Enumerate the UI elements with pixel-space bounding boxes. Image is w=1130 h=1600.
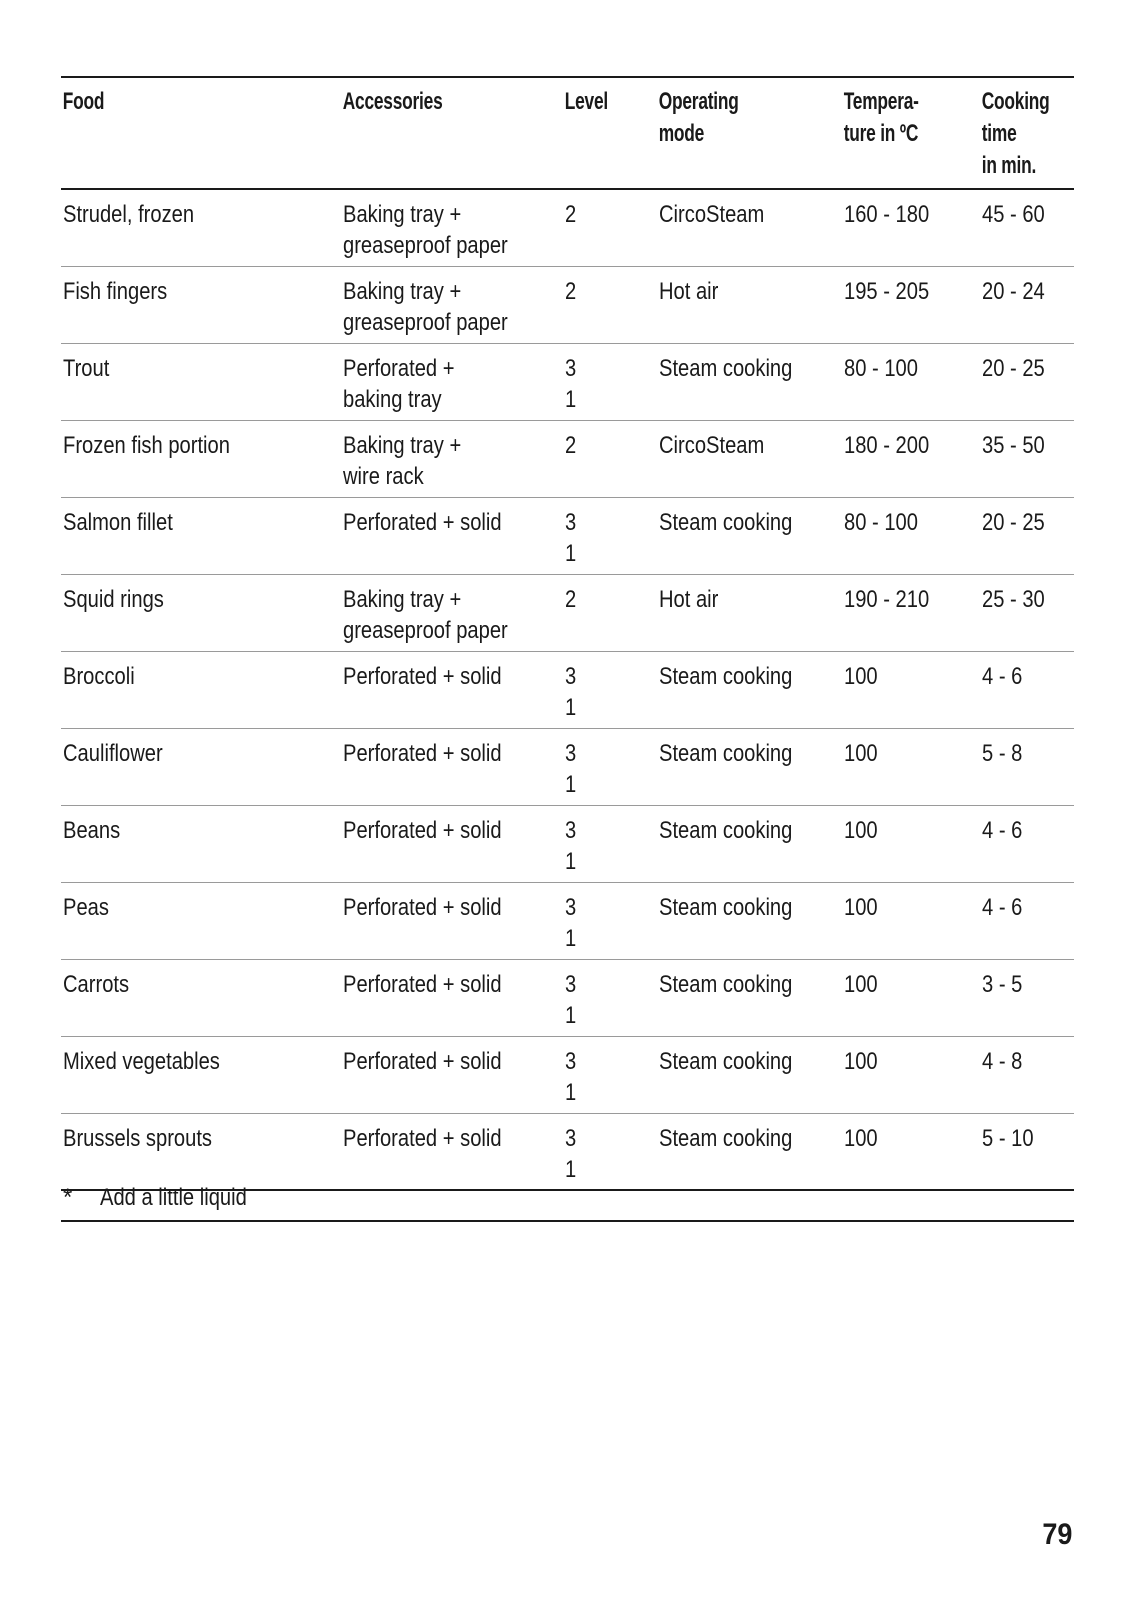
cell-accessories: Perforated + solid	[343, 1047, 502, 1075]
cell-food: Trout	[63, 354, 110, 382]
cell-time: 5 - 10	[982, 1124, 1034, 1152]
table-body	[61, 189, 1074, 1190]
cell-level: 3 1	[565, 1124, 577, 1183]
cell-time: 20 - 25	[982, 508, 1045, 536]
cell-food: Broccoli	[63, 662, 135, 690]
cell-food: Fish fingers	[63, 277, 168, 305]
cell-level: 3 1	[565, 893, 577, 952]
cell-mode: Steam cooking	[659, 893, 793, 921]
cell-temperature: 160 - 180	[844, 201, 930, 228]
header-cooking-time: Cooking time in min.	[981, 88, 1050, 179]
cell-mode: Steam cooking	[659, 739, 793, 767]
cell-accessories: Perforated + solid	[343, 893, 502, 921]
cell-mode: Steam cooking	[659, 1047, 793, 1075]
cell-temperature: 100	[844, 970, 878, 998]
cell-level: 3 1	[565, 970, 577, 1029]
cell-temperature: 80 - 100	[844, 354, 918, 382]
cell-food: Squid rings	[63, 585, 164, 613]
header-operating-mode: Operating mode	[658, 88, 739, 147]
cell-mode: Steam cooking	[659, 354, 793, 382]
header-temperature: Tempera- ture in ºC	[843, 88, 919, 147]
table-row	[61, 651, 1074, 728]
footnote-text: Add a little liquid	[100, 1184, 247, 1211]
cell-temperature: 100	[844, 893, 878, 921]
table-row	[61, 343, 1074, 420]
cell-accessories: Perforated + solid	[343, 970, 502, 998]
page-number: 79	[1041, 1518, 1072, 1551]
cell-mode: CircoSteam	[659, 431, 765, 459]
cell-time: 5 - 8	[982, 739, 1023, 767]
cell-level: 2	[565, 277, 577, 305]
cell-time: 35 - 50	[982, 431, 1045, 459]
header-level: Level	[564, 88, 608, 115]
cell-temperature: 80 - 100	[844, 508, 918, 536]
cell-mode: Steam cooking	[659, 816, 793, 844]
table-row	[61, 805, 1074, 882]
cell-temperature: 100	[844, 662, 878, 690]
cell-temperature: 100	[844, 1047, 878, 1075]
cell-accessories: Baking tray + greaseproof paper	[343, 201, 508, 259]
table-row	[61, 266, 1074, 343]
cell-time: 20 - 24	[982, 277, 1045, 305]
cell-temperature: 100	[844, 739, 878, 767]
cell-level: 2	[565, 201, 577, 228]
cell-level: 3 1	[565, 1047, 577, 1106]
table-row	[61, 882, 1074, 959]
cell-level: 2	[565, 585, 577, 613]
cell-time: 4 - 6	[982, 662, 1023, 690]
table-row	[61, 1036, 1074, 1113]
table-row	[61, 959, 1074, 1036]
cell-time: 25 - 30	[982, 585, 1045, 613]
cell-food: Frozen fish portion	[63, 431, 230, 459]
cell-accessories: Perforated + solid	[343, 662, 502, 690]
cell-accessories: Perforated + baking tray	[343, 354, 455, 413]
cell-food: Beans	[63, 816, 121, 844]
cell-temperature: 195 - 205	[844, 277, 930, 305]
cell-level: 2	[565, 431, 577, 459]
cell-accessories: Baking tray + greaseproof paper	[343, 277, 508, 336]
cell-mode: CircoSteam	[659, 201, 765, 228]
footnote	[61, 1176, 1074, 1222]
cell-accessories: Perforated + solid	[343, 1124, 502, 1152]
cell-food: Mixed vegetables	[63, 1047, 220, 1075]
cell-level: 3 1	[565, 508, 577, 567]
cell-level: 3 1	[565, 739, 577, 798]
cell-temperature: 100	[844, 816, 878, 844]
header-accessories: Accessories	[342, 88, 443, 115]
cell-food: Peas	[63, 893, 109, 921]
cell-mode: Steam cooking	[659, 662, 793, 690]
footnote-marker: *	[63, 1184, 73, 1211]
cell-accessories: Perforated + solid	[343, 816, 502, 844]
cell-level: 3 1	[565, 816, 577, 875]
cooking-table	[61, 76, 1074, 1191]
header-food: Food	[62, 88, 105, 115]
cell-time: 4 - 6	[982, 893, 1023, 921]
table-row	[61, 420, 1074, 497]
cell-accessories: Perforated + solid	[343, 508, 502, 536]
cell-level: 3 1	[565, 354, 577, 413]
cell-time: 4 - 8	[982, 1047, 1023, 1075]
cell-food: Cauliflower	[63, 739, 163, 767]
cell-food: Brussels sprouts	[63, 1124, 213, 1152]
header-row	[61, 77, 1074, 189]
table-header	[61, 77, 1074, 189]
cell-food: Strudel, frozen	[63, 201, 195, 228]
cell-time: 20 - 25	[982, 354, 1045, 382]
cell-time: 3 - 5	[982, 970, 1023, 998]
cell-temperature: 190 - 210	[844, 585, 930, 613]
cell-accessories: Baking tray + greaseproof paper	[343, 585, 508, 644]
cell-accessories: Perforated + solid	[343, 739, 502, 767]
table-row	[61, 728, 1074, 805]
cell-mode: Steam cooking	[659, 970, 793, 998]
cell-mode: Hot air	[659, 277, 719, 305]
cell-mode: Steam cooking	[659, 508, 793, 536]
table-row	[61, 189, 1074, 266]
cell-food: Salmon fillet	[63, 508, 173, 536]
cell-time: 45 - 60	[982, 201, 1045, 228]
table-row	[61, 497, 1074, 574]
cell-food: Carrots	[63, 970, 130, 998]
cell-time: 4 - 6	[982, 816, 1023, 844]
cell-temperature: 100	[844, 1124, 878, 1152]
cell-level: 3 1	[565, 662, 577, 721]
cell-accessories: Baking tray + wire rack	[343, 431, 462, 490]
table-row	[61, 574, 1074, 651]
cell-mode: Hot air	[659, 585, 719, 613]
cell-mode: Steam cooking	[659, 1124, 793, 1152]
cell-temperature: 180 - 200	[844, 431, 930, 459]
